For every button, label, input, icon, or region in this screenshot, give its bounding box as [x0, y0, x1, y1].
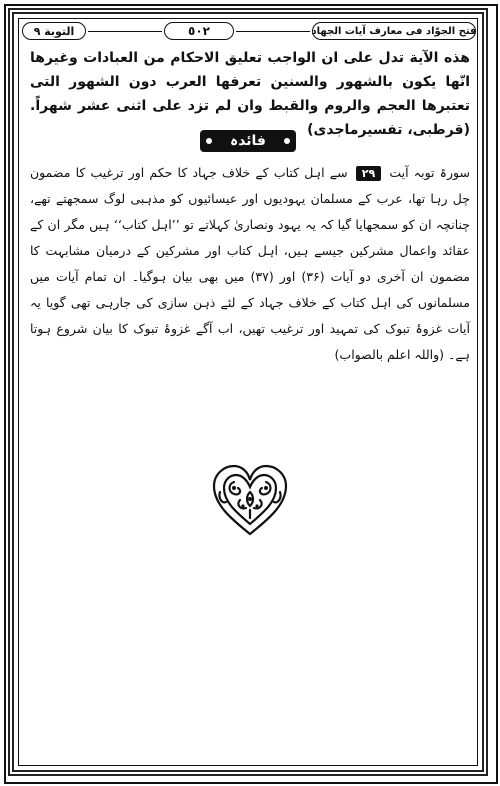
fayda-heading [200, 130, 296, 152]
book-title: فتح الجوّاد فی معارف آيات الجهاد [312, 22, 476, 40]
page-header [22, 22, 476, 40]
arabic-paragraph: هذه الآية تدل على ان الواجب تعليق الاحكام من العبادات وغيرها انّها يكون بالشهور والسنين تعرفها العرب دون الشهور التى تعتبرها العجم والروم والقبط وان لم تزد على اثنى عشر شهراً. (قرطبى، تفسيرماجدى) [30, 50, 470, 138]
fayda-heading-label: فائدہ [230, 133, 266, 149]
page-number: ٥٠٢ [164, 22, 234, 40]
header-rule [88, 31, 162, 32]
urdu-paragraph [30, 160, 470, 368]
surah-reference: التوبة ٩ [22, 22, 86, 40]
heart-ornament-icon [210, 462, 290, 538]
ayah-number-badge: ۲۹ [356, 166, 381, 181]
urdu-lead: سورۃ توبہ آیت [389, 165, 470, 180]
header-rule [236, 31, 310, 32]
urdu-body: سے اہل کتاب کے خلاف جہاد کا حکم اور ترغیب کا مضمون چل رہا تھا، عرب کے مسلمان یہودیوں اور عیسائیوں کو مذہبی لوگ سمجھتے تھے، چنانچہ ان کو سمجھایا گیا کہ یہ یہود ونصاریٰ کہلاتے تو ’’اہل کتاب‘‘ ہیں مگر ان کے عقائد واعمال مشرکین جیسے ہیں، اہل کتاب اور مشرکین کے درمیان مشابہت کا مضمون ان آخری دو آیات (۳۶) اور (۳۷) میں بھی بیان ہوگیا۔ ان تمام آیات میں مسلمانوں کی اہل کتاب کے خلاف جہاد کے لئے ذہن سازی کی جارہی تھی گویا یہ آیات غزوۂ تبوک کی تمہید اور ترغیب تھیں، اب آگے غزوۂ تبوک کا بیان شروع ہوتا ہے۔ (واللہ اعلم بالصواب) [30, 165, 470, 362]
